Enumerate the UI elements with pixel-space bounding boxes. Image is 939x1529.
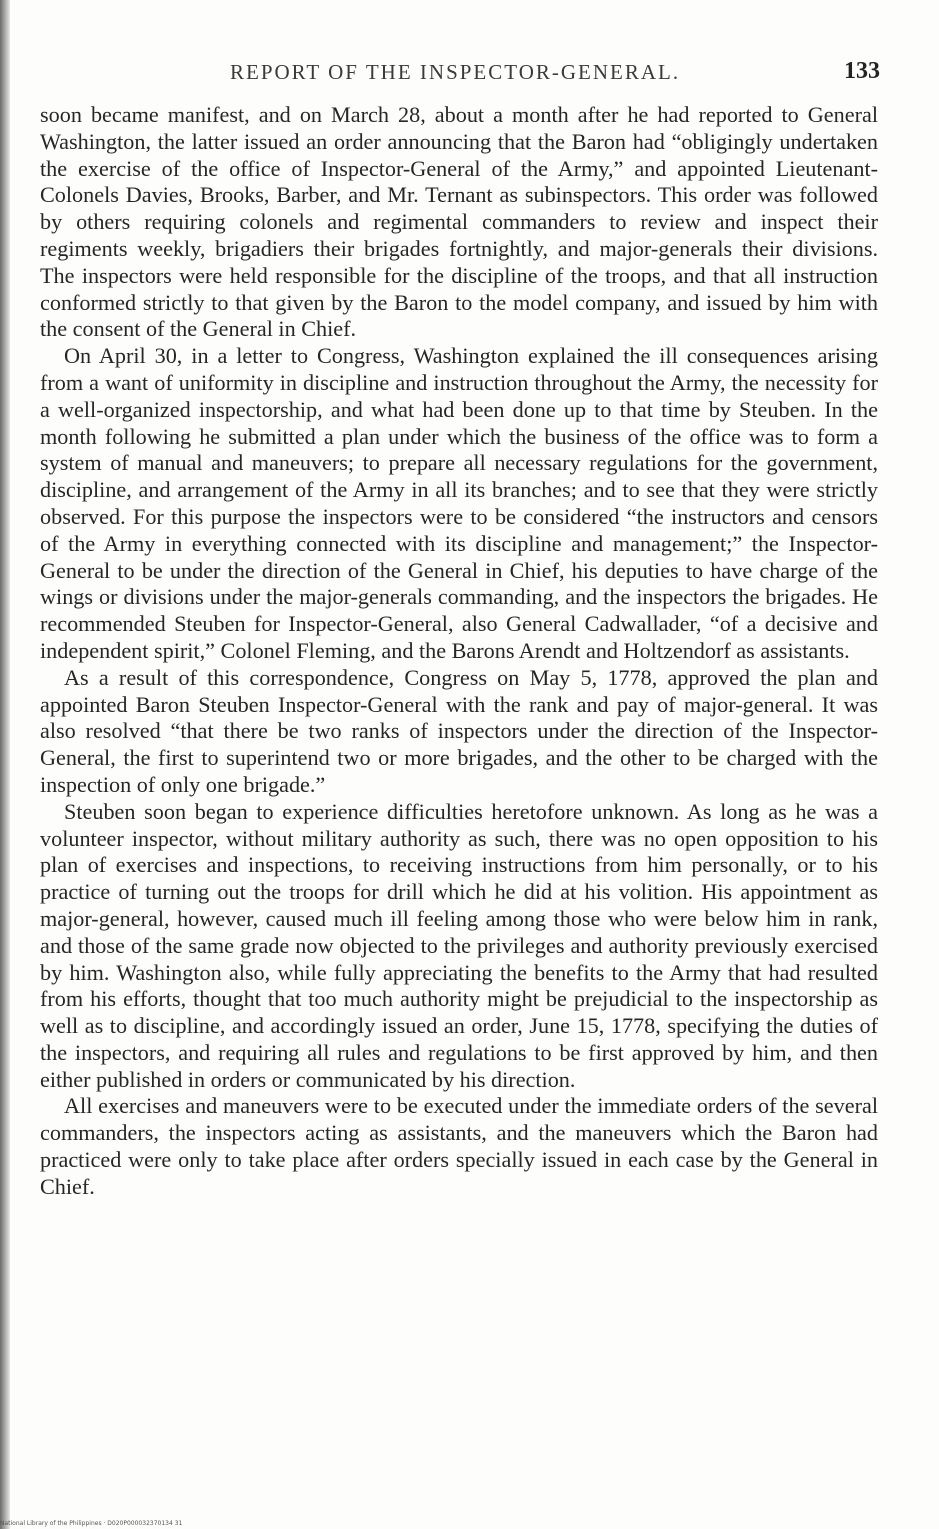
- body-text: [40, 102, 878, 1201]
- page-number: 133: [844, 58, 880, 84]
- paragraph-congress-resolution: As a result of this correspondence, Congress on May 5, 1778, approved the plan and appointed Baron Steuben Inspector-General with the rank and pay of major-general. It was also resolved “that there be two ranks of inspectors under the direction of the Inspector-General, the first to superintend two or more brigades, and the other to be charged with the inspection of only one brigade.”: [40, 664, 878, 797]
- scan-footer-note: National Library of the Philippines · D020P000032370134 31: [0, 1520, 183, 1527]
- page-binding-edge: [0, 0, 10, 1529]
- running-head: [40, 60, 880, 90]
- paragraph-continuation: soon became manifest, and on March 28, about a month after he had reported to General Washington, the latter issued an order announcing that the Baron had “obligingly undertaken the exercise of the office of Inspector-General of the Army,” and appointed Lieutenant-Colonels Davies, Brooks, Barber, and Mr. Ternant as subinspectors. This order was followed by others requiring colonels and regimental commanders to review and inspect their regiments weekly, brigadiers their brigades fortnightly, and major-generals their divisions. The inspectors were held responsible for the discipline of the troops, and that all instruction conformed strictly to that given by the Baron to the model company, and issued by him with the consent of the General in Chief.: [40, 102, 878, 342]
- paragraph-april-letter: On April 30, in a letter to Congress, Washington explained the ill consequences arising from a want of uniformity in discipline and instruction throughout the Army, the necessity for a well-organized inspectorship, and what had been done up to that time by Steuben. In the month following he submitted a plan under which the business of the office was to form a system of manual and maneuvers; to prepare all necessary regulations for the government, discipline, and arrangement of the Army in all its branches; and to see that they were strictly observed. For this purpose the inspectors were to be considered “the instructors and censors of the Army in everything connected with its discipline and management;” the Inspector-General to be under the direction of the General in Chief, his deputies to have charge of the wings or divisions under the major-generals commanding, and the inspectors the brigades. He recommended Steuben for Inspector-General, also General Cadwallader, “of a decisive and independent spirit,” Colonel Fleming, and the Barons Arendt and Holtzendorf as assistants.: [40, 343, 878, 663]
- running-title: REPORT OF THE INSPECTOR-GENERAL.: [230, 60, 681, 84]
- paragraph-exercises-maneuvers: All exercises and maneuvers were to be executed under the immediate orders of the several commanders, the inspectors acting as assistants, and the maneuvers which the Baron had practiced were only to take place after orders specially issued in each case by the General in Chief.: [40, 1093, 878, 1199]
- paragraph-steuben-difficulties: Steuben soon began to experience difficulties heretofore unknown. As long as he was a volunteer inspector, without military authority as such, there was no open opposition to his plan of exercises and inspections, to receiving instructions from him personally, or to his practice of turning out the troops for drill which he did at his volition. His appointment as major-general, however, caused much ill feeling among those who were below him in rank, and those of the same grade now objected to the privileges and authority previously exercised by him. Washington also, while fully appreciating the benefits to the Army that had resulted from his efforts, thought that too much authority might be prejudicial to the inspectorship as well as to discipline, and accordingly issued an order, June 15, 1778, specifying the duties of the inspectors, and requiring all rules and regulations to be first approved by him, and then either published in orders or communicated by his direction.: [40, 798, 878, 1092]
